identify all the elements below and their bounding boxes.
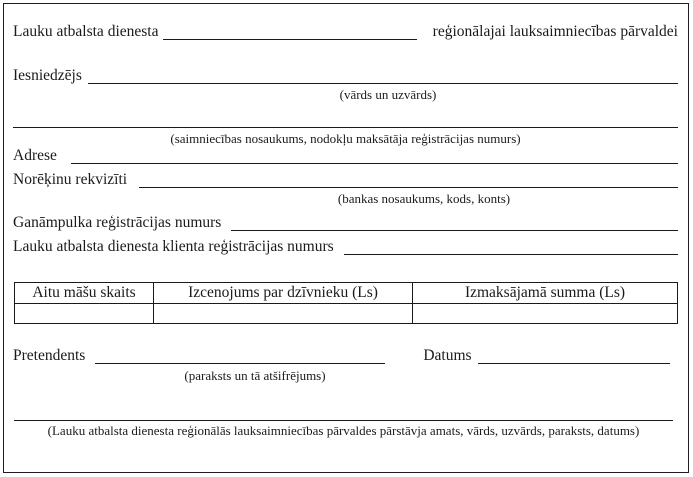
- regional-office-name-field[interactable]: [163, 22, 416, 40]
- holding-name-field[interactable]: [13, 110, 678, 128]
- price-per-animal-cell[interactable]: [154, 304, 413, 324]
- signature-row: [13, 346, 670, 364]
- bank-label: Norēķinu rekvizīti: [13, 170, 128, 188]
- applicant-row: [13, 66, 678, 84]
- applicant-name-field[interactable]: [88, 66, 678, 84]
- bank-caption: (bankas nosaukums, kods, konts): [337, 191, 511, 206]
- official-representative-field[interactable]: [14, 404, 673, 421]
- address-label: Adrese: [13, 146, 57, 164]
- client-label: Lauku atbalsta dienesta klienta reģistrācijas numurs: [13, 237, 334, 255]
- name-surname-caption: (vārds un uzvārds): [339, 87, 437, 102]
- date-field[interactable]: [478, 346, 670, 364]
- bank-row: [13, 170, 678, 188]
- client-row: [13, 237, 678, 255]
- address-row: [13, 146, 678, 164]
- date-label: Datums: [423, 346, 472, 364]
- address-field[interactable]: [71, 146, 678, 164]
- payable-sum-header: Izmaksājamā summa (Ls): [413, 283, 678, 304]
- addressee-suffix-label: reģionālajai lauksaimniecības pārvaldei: [432, 22, 678, 40]
- table-row: [15, 304, 678, 324]
- footer-caption: (Lauku atbalsta dienesta reģionālās lauksaimniecības pārvaldes pārstāvja amats, vārds, uzvārds, paraksts, datums): [47, 423, 640, 438]
- holding-caption: (saimniecības nosaukums, nodokļu maksātāja reģistrācijas numurs): [170, 131, 521, 146]
- client-number-field[interactable]: [344, 237, 678, 255]
- signature-caption: (paraksts un tā atšifrējums): [184, 368, 326, 383]
- bank-details-field[interactable]: [139, 170, 678, 188]
- price-per-animal-header: Izcenojums par dzīvnieku (Ls): [154, 283, 413, 304]
- ewes-count-cell[interactable]: [15, 304, 154, 324]
- herd-number-field[interactable]: [231, 213, 678, 231]
- ewes-count-header: Aitu māšu skaits: [15, 283, 154, 304]
- signature-field[interactable]: [95, 346, 385, 364]
- applicant-label: Iesniedzējs: [13, 66, 82, 84]
- table-header-row: [15, 283, 678, 304]
- herd-row: [13, 213, 678, 231]
- payable-sum-cell[interactable]: [413, 304, 678, 324]
- herd-label: Ganāmpulka reģistrācijas numurs: [13, 213, 222, 231]
- applicant-signature-label: Pretendents: [13, 346, 86, 364]
- addressee-row: [13, 22, 678, 40]
- payment-table: [14, 282, 678, 324]
- addressee-prefix-label: Lauku atbalsta dienesta: [13, 22, 159, 40]
